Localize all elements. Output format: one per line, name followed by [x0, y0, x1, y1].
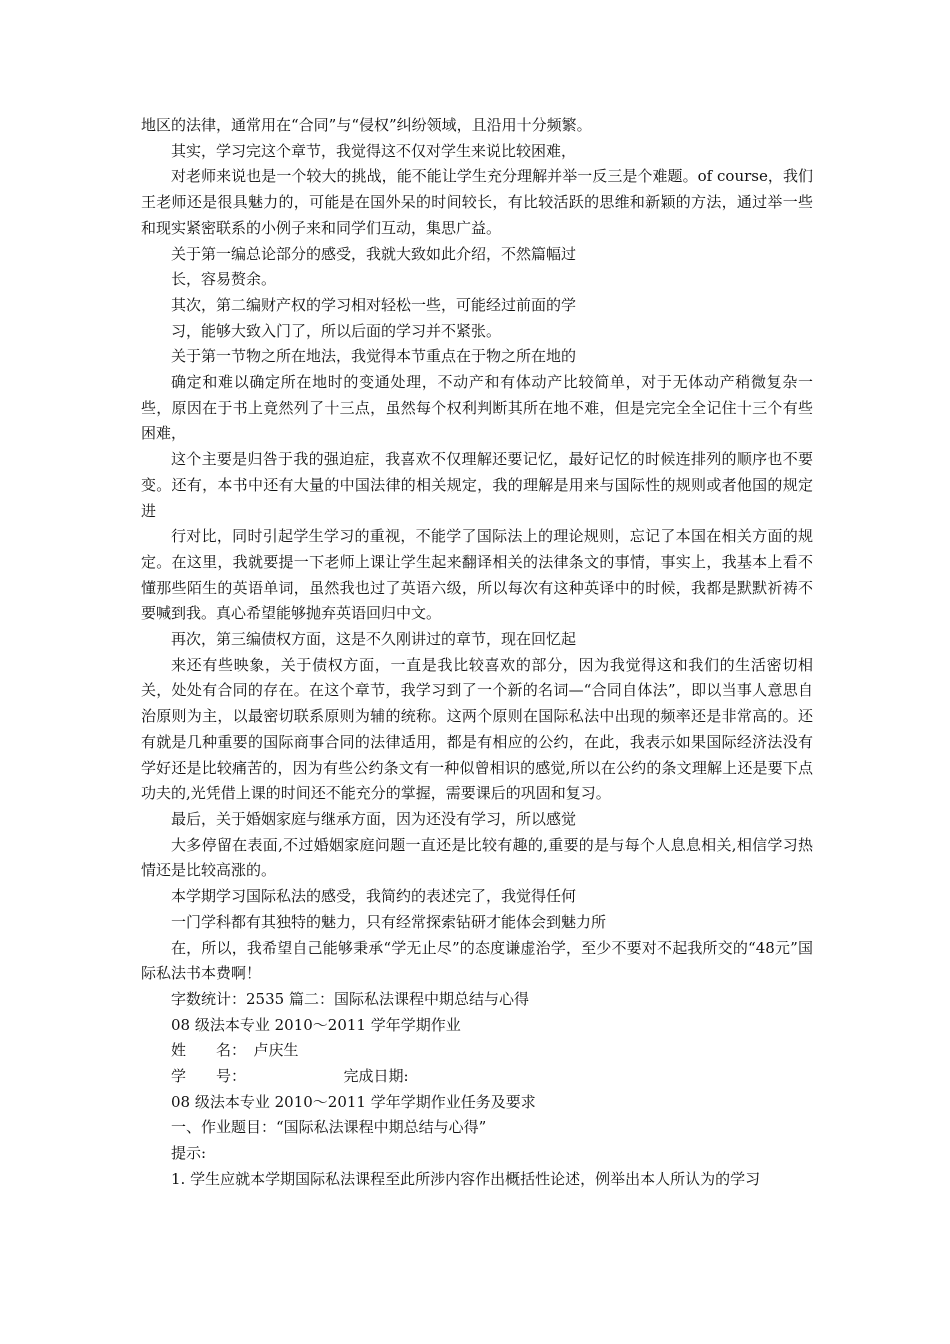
paragraph: 其实，学习完这个章节，我觉得这不仅对学生来说比较困难，: [171, 141, 577, 160]
form-line-name: 姓 名： 卢庆生: [171, 1041, 299, 1060]
paragraph: 关于第一节物之所在地法，我觉得本节重点在于物之所在地的: [171, 347, 577, 366]
paragraph: 一门学科都有其独特的魅力，只有经常探索钻研才能体会到魅力所: [171, 912, 607, 931]
paragraph: 字数统计：2535 篇二：国际私法课程中期总结与心得: [171, 989, 529, 1008]
paragraph: 这个主要是归咎于我的强迫症，我喜欢不仅理解还要记忆，最好记忆的时候连排列的顺序也不要变。还有，本书中还有大量的中国法律的相关规定，我的理解是用来与国际性的规则或者他国的规定进: [141, 450, 813, 520]
paragraph: 习，能够大致入门了，所以后面的学习并不紧张。: [171, 321, 502, 340]
paragraph: 地区的法律，通常用在“合同”与“侵权”纠纷领域，且沿用十分频繁。: [141, 116, 592, 134]
paragraph: 大多停留在表面,不过婚姻家庭问题一直还是比较有趣的,重要的是与每个人息息相关,相信学习热情还是比较高涨的。: [141, 835, 813, 880]
paragraph: 再次，第三编债权方面，这是不久刚讲过的章节，现在回忆起: [171, 630, 577, 649]
paragraph: 1. 学生应就本学期国际私法课程至此所涉内容作出概括性论述，例举出本人所认为的学习: [171, 1169, 761, 1188]
paragraph: 在，所以，我希望自己能够秉承“学无止尽”的态度谦虚治学，至少不要对不起我所交的“48元”国际私法书本费啊！: [141, 938, 813, 983]
paragraph: 提示:: [171, 1144, 207, 1163]
paragraph: 其次，第二编财产权的学习相对轻松一些，可能经过前面的学: [171, 295, 577, 314]
paragraph: 08 级法本专业 2010～2011 学年学期作业: [171, 1015, 461, 1034]
paragraph: 确定和难以确定所在地时的变通处理，不动产和有体动产比较简单，对于无体动产稍微复杂一些，原因在于书上竟然列了十三点，虽然每个权利判断其所在地不难，但是完完全全记住十三个有些困难，: [141, 373, 813, 443]
paragraph: 对老师来说也是一个较大的挑战，能不能让学生充分理解并举一反三是个难题。of course，我们王老师还是很具魅力的，可能是在国外呆的时间较长，有比较活跃的思维和新颖的方法，通过举一些和现实紧密联系的小例子来和同学们互动，集思广益。: [141, 167, 813, 237]
paragraph: 行对比，同时引起学生学习的重视，不能学了国际法上的理论规则，忘记了本国在相关方面的规定。在这里，我就要提一下老师上课让学生起来翻译相关的法律条文的事情，事实上，我基本上看不懂那些陌生的英语单词，虽然我也过了英语六级，所以每次有这种英译中的时候，我都是默默祈祷不要喊到我。真心希望能够抛弃英语回归中文。: [141, 527, 813, 623]
paragraph: 长，容易赘余。: [171, 270, 277, 289]
paragraph: 本学期学习国际私法的感受，我简约的表述完了，我觉得任何: [171, 887, 577, 906]
paragraph: 08 级法本专业 2010～2011 学年学期作业任务及要求: [171, 1092, 536, 1111]
paragraph: 最后，关于婚姻家庭与继承方面，因为还没有学习，所以感觉: [171, 809, 577, 828]
paragraph: 来还有些映象，关于债权方面，一直是我比较喜欢的部分，因为我觉得这和我们的生活密切相关，处处有合同的存在。在这个章节，我学习到了一个新的名词—“合同自体法”，即以当事人意思自治原则为主，以最密切联系原则为辅的统称。这两个原则在国际私法中出现的频率还是非常高的。还有就是几种重要的国际商事合同的法律适用，都是有相应的公约，在此，我表示如果国际经济法没有学好还是比较痛苦的，因为有些公约条文有一种似曾相识的感觉,所以在公约的条文理解上还是要下点功夫的,光凭借上课的时间还不能充分的掌握，需要课后的巩固和复习。: [141, 655, 813, 803]
form-line-id-date: 学 号： 完成日期:: [171, 1067, 409, 1086]
document-body: [141, 113, 813, 1193]
paragraph: 一、作业题目：“国际私法课程中期总结与心得”: [171, 1118, 487, 1137]
paragraph: 关于第一编总论部分的感受，我就大致如此介绍，不然篇幅过: [171, 244, 577, 263]
